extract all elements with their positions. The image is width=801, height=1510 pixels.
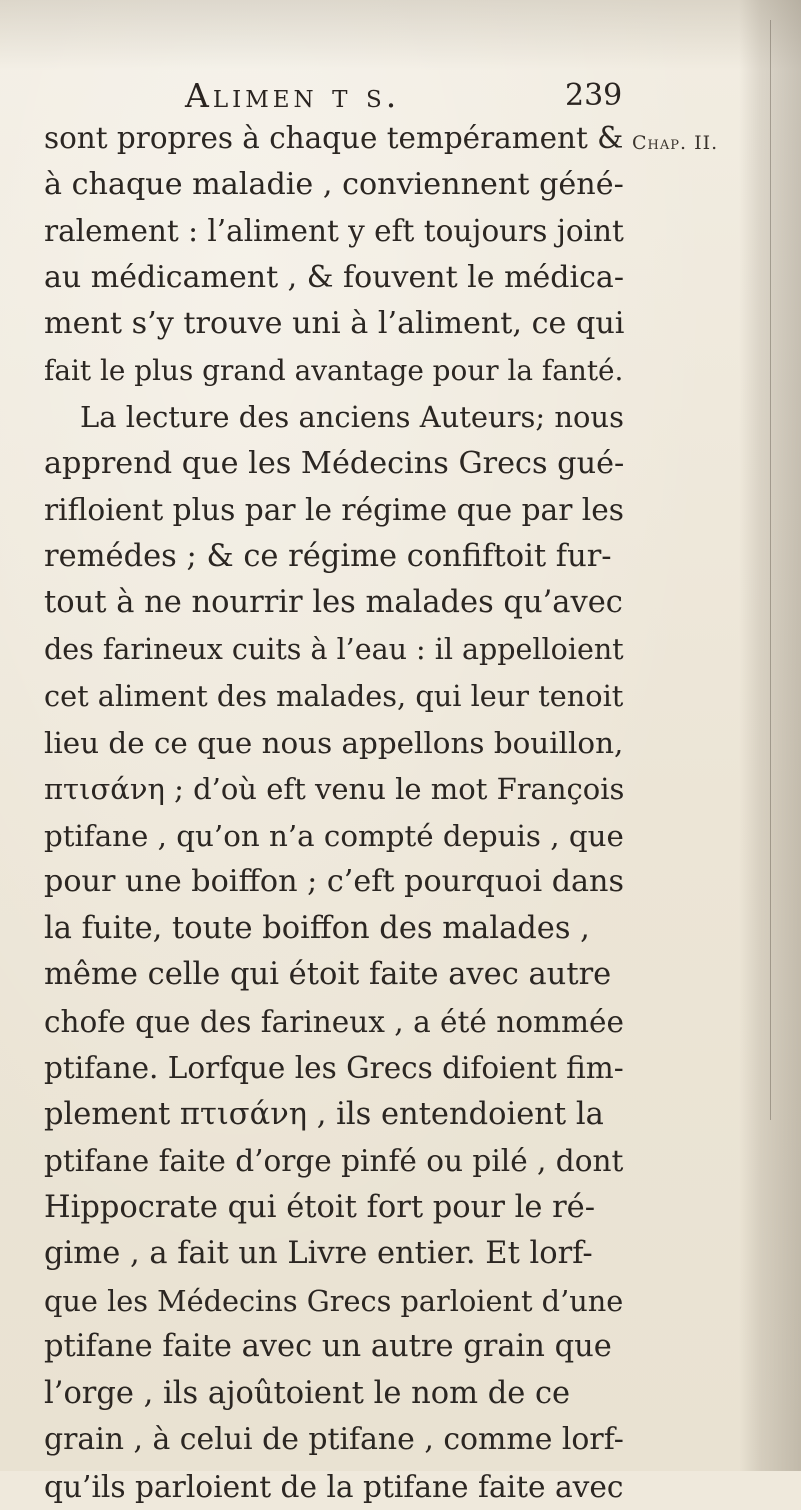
text-line: ralement : l’aliment y eft toujours joint [44,208,624,255]
text-line: grain , à celui de ptifane , comme lorf- [44,1417,624,1464]
text-line: que les Médecins Grecs parloient d’une [44,1278,624,1325]
text-line: au médicament , & fouvent le médica- [44,255,624,302]
text-line: même celle qui étoit faite avec autre [44,952,624,999]
text-line: rifloient plus par le régime que par les [44,487,624,534]
page-top-shadow [0,0,801,70]
text-line: πτισάνη ; d’où eft venu le mot François [44,766,624,813]
text-line: ptifane , qu’on n’a compté depuis , que [44,813,624,860]
page-number: 239 [565,78,622,113]
text-line: fait le plus grand avantage pour la fanté. [44,348,624,395]
page-edge-rule [770,20,771,1120]
text-line: ptifane faite d’orge pinfé ou pilé , dont [44,1138,624,1185]
text-line: ptifane. Lorfque les Grecs difoient fim- [44,1045,624,1092]
text-line: la fuite, toute boiffon des malades , [44,906,624,953]
text-line: à chaque maladie , conviennent géné- [44,162,624,209]
chapter-marginal-note: Chap. II. [632,132,718,154]
text-line: cet aliment des malades, qui leur tenoit [44,673,624,720]
text-line: remédes ; & ce régime confiftoit fur- [44,534,624,581]
running-title: Alimen t s. [185,76,400,115]
text-line: ment s’y trouve uni à l’aliment, ce qui [44,301,624,348]
text-line: chofe que des farineux , a été nommée [44,999,624,1046]
text-line: sont propres à chaque tempérament & [44,115,624,162]
text-line: gime , a fait un Livre entier. Et lorf- [44,1231,624,1278]
text-line: des farineux cuits à l’eau : il appelloient [44,627,624,674]
body-text [44,115,624,1510]
text-line: apprend que les Médecins Grecs gué- [44,441,624,488]
text-line: Hippocrate qui étoit fort pour le ré- [44,1185,624,1232]
text-line: qu’ils parloient de la ptifane faite avec [44,1464,624,1510]
text-line: ptifane faite avec un autre grain que [44,1324,624,1371]
text-line: pour une boiffon ; c’eft pourquoi dans [44,859,624,906]
text-line: plement πτισάνη , ils entendoient la [44,1092,624,1139]
text-line: tout à ne nourrir les malades qu’avec [44,580,624,627]
text-line: La lecture des anciens Auteurs; nous [44,394,624,441]
text-line: lieu de ce que nous appellons bouillon, [44,720,624,767]
text-line: l’orge , ils ajoûtoient le nom de ce [44,1371,624,1418]
